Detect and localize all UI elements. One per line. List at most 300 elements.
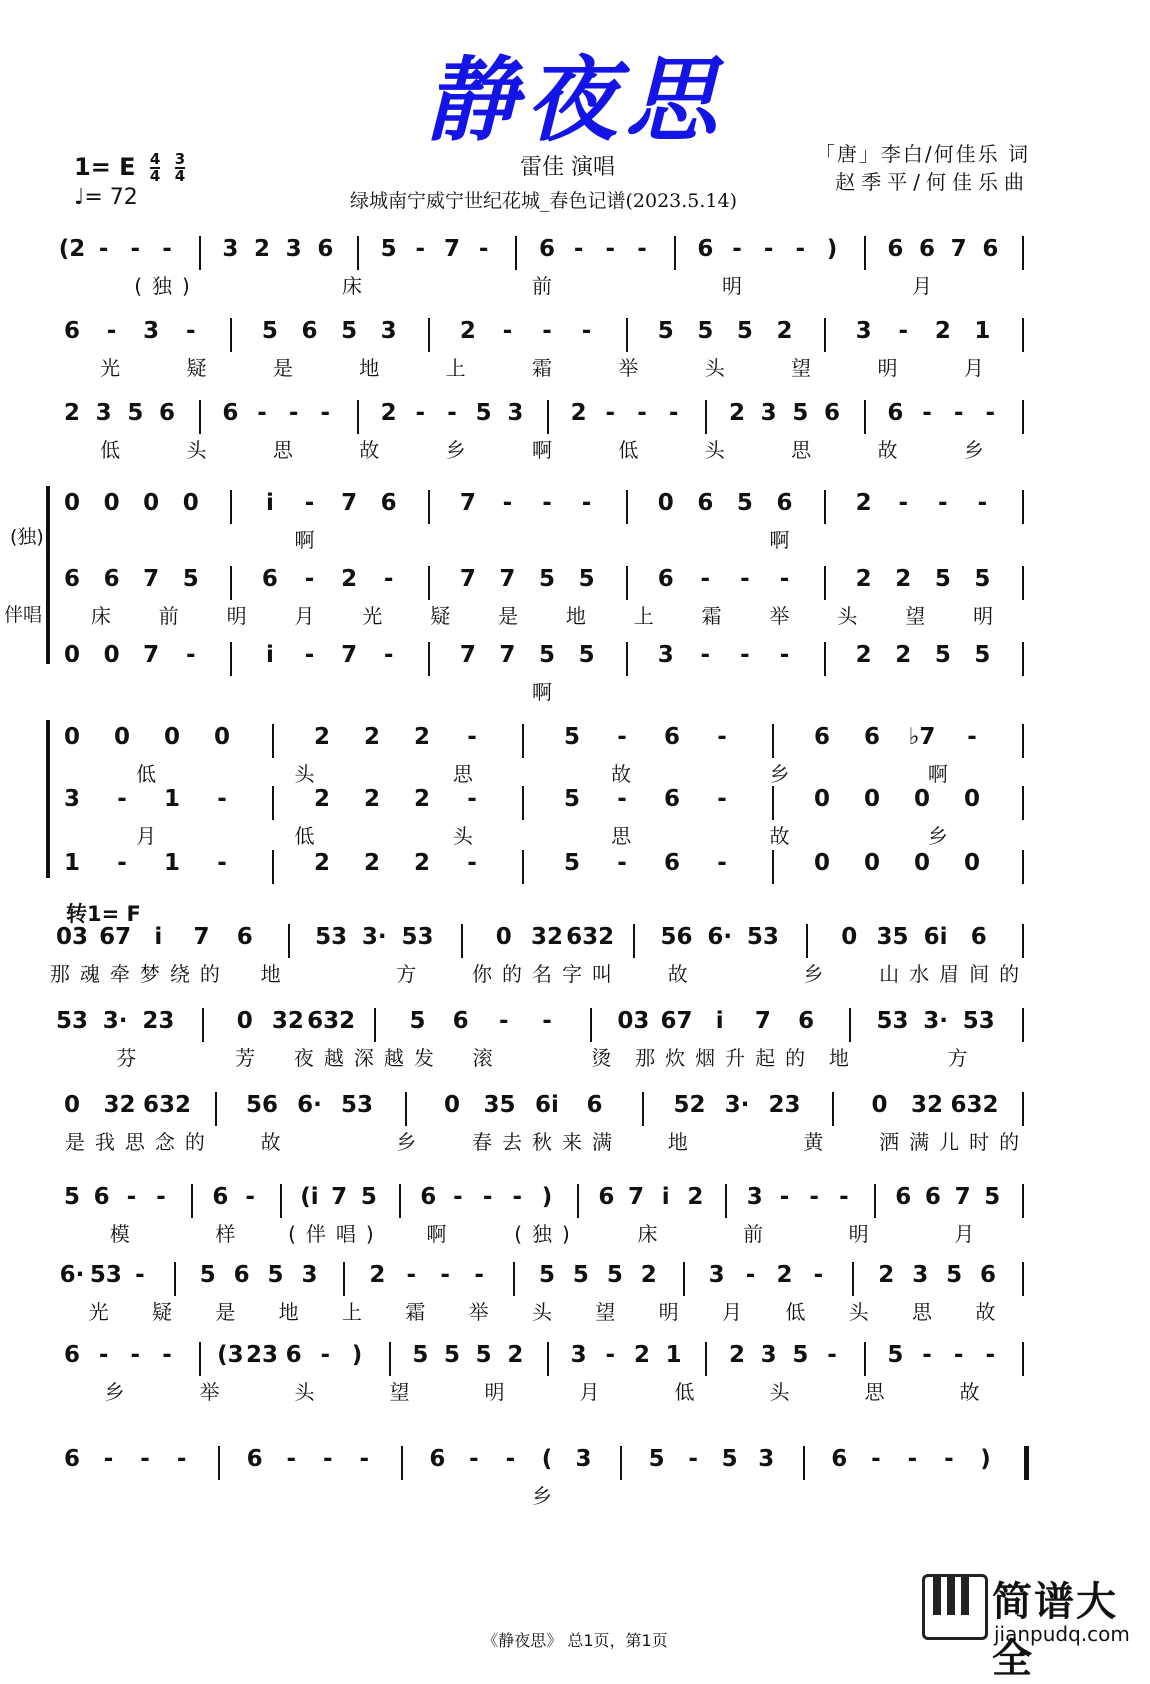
note: - (740, 642, 750, 668)
note: 7 (143, 642, 160, 668)
barline (199, 1342, 201, 1376)
note: 2 (253, 236, 271, 262)
note: 3 (285, 236, 302, 262)
note: 6 (236, 924, 253, 950)
note: - (304, 490, 315, 516)
note: 3 (380, 318, 397, 344)
barline (620, 1446, 622, 1480)
note: ♭7 (908, 724, 936, 750)
note: ) (541, 1184, 553, 1210)
lyric-word: 是我思念的 (64, 1130, 215, 1154)
barline (547, 400, 549, 434)
lyric-word: 春去秋来满 (472, 1130, 622, 1154)
note: - (717, 850, 727, 876)
system-brace-1 (46, 486, 50, 664)
barline (874, 1184, 876, 1218)
note: 1 (665, 1342, 682, 1368)
note: 0 (963, 850, 981, 876)
note: 3 (63, 786, 81, 812)
lyrics-row (0, 1376, 1150, 1404)
lyric-word: 乡 (445, 438, 476, 462)
barline (288, 924, 290, 958)
note: 6i (923, 924, 948, 950)
lyric-word: 乡 (769, 762, 800, 786)
note: - (383, 566, 394, 592)
notes-row (0, 1184, 1150, 1218)
note: - (415, 400, 426, 426)
lyric-word: 举 (618, 356, 649, 380)
note: - (740, 566, 750, 592)
note: 6 (246, 1446, 263, 1472)
barline (824, 566, 826, 600)
note: 5 (792, 1342, 809, 1368)
note: 5 (697, 318, 714, 344)
note: 0 (63, 642, 81, 668)
notes-row (0, 786, 1150, 820)
barline (428, 490, 430, 524)
note: 32 (910, 1092, 944, 1118)
lyric-word: 乡 (396, 1130, 427, 1154)
composer-credit: 赵季平/何佳乐曲 (835, 170, 1030, 194)
lyric-word: 前 (743, 1222, 774, 1246)
barline (626, 566, 628, 600)
lyric-word: 霜 (701, 604, 732, 628)
note: 6· (297, 1092, 322, 1118)
barline (1022, 1342, 1024, 1376)
notes-row (0, 1092, 1150, 1126)
lyric-word: 黄 (803, 1130, 834, 1154)
lyric-word: 举 (468, 1300, 499, 1324)
note: 6· (707, 924, 733, 950)
notes-row (0, 1262, 1150, 1296)
lyric-word: 思 (912, 1300, 942, 1324)
note: (2 (58, 236, 86, 262)
lyric-word: 啊 (426, 1222, 457, 1246)
note: 5 (721, 1446, 738, 1472)
note: 0 (63, 1092, 81, 1118)
note: - (827, 1342, 837, 1368)
lyric-word: 上 (445, 356, 476, 380)
barline (852, 1262, 854, 1296)
note: 7 (459, 490, 476, 516)
lyric-word: 模 (109, 1222, 140, 1246)
note: - (542, 318, 552, 344)
barline (202, 1008, 204, 1042)
barline (849, 1008, 851, 1042)
note: 0 (871, 1092, 888, 1118)
note: 3 (746, 1184, 763, 1210)
note: 2 (855, 490, 872, 516)
lyric-word: 思 (272, 438, 303, 462)
notator-credit: 绿城南宁威宁世纪花城_春色记谱(2023.5.14) (350, 190, 738, 212)
note: 6 (663, 724, 681, 750)
note: 6 (285, 1342, 302, 1368)
barline (626, 490, 628, 524)
barline (280, 1184, 282, 1218)
lyric-word: 乡 (104, 1380, 135, 1404)
note: - (217, 850, 227, 876)
lyric-word: 故 (260, 1130, 291, 1154)
note: 5 (578, 642, 595, 668)
note: - (320, 1342, 331, 1368)
lyric-word: 那魂牵梦绕的 (49, 962, 230, 986)
note: 5 (341, 318, 358, 344)
lyricist-credit: 「唐」李白/何佳乐 词 (814, 142, 1030, 166)
note: 6 (261, 566, 278, 592)
note: - (162, 236, 172, 262)
note: 2 (363, 850, 381, 876)
note: 6 (452, 1008, 469, 1034)
note: 6 (798, 1008, 815, 1034)
meter-3-4: $\frac{3}{4}$ (174, 150, 186, 185)
note: - (953, 1342, 964, 1368)
notes-row (0, 566, 1150, 600)
note: 6 (63, 566, 81, 592)
note: 7 (459, 642, 476, 668)
barline (1022, 724, 1024, 758)
note: 53 (962, 1008, 995, 1034)
lyrics-row (0, 524, 1150, 552)
note: - (117, 786, 127, 812)
note: 5 (63, 1184, 81, 1210)
note: 3· (724, 1092, 750, 1118)
lyric-word: 地 (565, 604, 596, 628)
note: 7 (754, 1008, 771, 1034)
site-logo (922, 1568, 1142, 1682)
note: 2 (855, 642, 872, 668)
lyric-word: 故 (877, 438, 908, 462)
note: 23 (142, 1008, 175, 1034)
note: 6 (970, 924, 987, 950)
lyric-word: 头 (769, 1380, 800, 1404)
note: - (453, 1184, 463, 1210)
lyric-word: 思 (452, 762, 483, 786)
note: 632 (566, 924, 615, 950)
barline (864, 400, 866, 434)
lyric-word: 低 (100, 438, 131, 462)
lyric-word: 方 (947, 1046, 978, 1070)
lyric-word: 方 (396, 962, 427, 986)
logo-url: jianpudq.com (994, 1622, 1130, 1646)
note: 7 (628, 1184, 645, 1210)
note: 67 (99, 924, 132, 950)
note: - (700, 642, 711, 668)
note: 03 (617, 1008, 650, 1034)
note: 67 (660, 1008, 693, 1034)
lyric-word: 头 (294, 1380, 325, 1404)
barline (590, 1008, 592, 1042)
note: 6 (895, 1184, 912, 1210)
barline (705, 1342, 707, 1376)
lyric-word: 夜越深越发 (293, 1046, 444, 1070)
note: 6 (918, 236, 936, 262)
note: 2 (413, 786, 431, 812)
lyric-word: (独) (134, 274, 200, 298)
note: 0 (863, 850, 881, 876)
note: - (779, 566, 790, 592)
lyric-word: 那炊烟升起的 (635, 1046, 816, 1070)
notes-row (0, 1008, 1150, 1042)
note: - (117, 850, 127, 876)
note: 53 (55, 1008, 89, 1034)
barline (174, 1262, 176, 1296)
barline (803, 1446, 805, 1480)
note: 35 (483, 1092, 516, 1118)
note: 3 (143, 318, 160, 344)
note: 6 (586, 1092, 603, 1118)
note: 32 (103, 1092, 136, 1118)
note: 2 (895, 566, 912, 592)
barline (230, 490, 232, 524)
lyric-word: 芬 (116, 1046, 147, 1070)
note: 3 (760, 1342, 777, 1368)
note: 3· (102, 1008, 128, 1034)
note: 3· (923, 1008, 948, 1034)
note: - (573, 236, 584, 262)
lyric-word: 洒满儿时的 (879, 1130, 1030, 1154)
note: - (288, 400, 299, 426)
note: 0 (913, 786, 931, 812)
lyric-word: 地 (278, 1300, 309, 1324)
note: - (922, 1342, 932, 1368)
barline (230, 566, 232, 600)
note: 632 (950, 1092, 999, 1118)
note: 5 (267, 1262, 284, 1288)
note: 6 (429, 1446, 446, 1472)
lyric-word: 霜 (532, 356, 562, 380)
lyric-word: 地 (667, 1130, 698, 1154)
lyric-word: (伴唱) (288, 1222, 384, 1246)
note: ( (541, 1446, 553, 1472)
lyric-word: 你的名字叫 (472, 962, 622, 986)
lyric-word: 疑 (152, 1300, 182, 1324)
lyric-word: 地 (359, 356, 390, 380)
note: 0 (863, 786, 881, 812)
note: - (304, 642, 315, 668)
note: - (605, 1342, 616, 1368)
note: 3 (758, 1446, 775, 1472)
note: - (505, 1446, 516, 1472)
note: 5 (946, 1262, 963, 1288)
note: 7 (954, 1184, 971, 1210)
note: 3 (708, 1262, 725, 1288)
note: 2 (459, 318, 476, 344)
note: 6 (831, 1446, 848, 1472)
note: - (944, 1446, 954, 1472)
barline (230, 318, 232, 352)
note: 53 (876, 1008, 909, 1034)
note: 1 (163, 786, 181, 812)
note: - (967, 724, 977, 750)
note: 6 (317, 236, 334, 262)
note: - (469, 1446, 479, 1472)
note: 6 (813, 724, 831, 750)
barline (374, 1008, 376, 1042)
note: 0 (103, 490, 120, 516)
note: 1 (163, 850, 181, 876)
barline (1022, 400, 1024, 434)
note: 0 (63, 490, 81, 516)
note: 5 (182, 566, 199, 592)
note: 3 (760, 400, 777, 426)
note: - (581, 490, 592, 516)
lyric-word: 乡 (803, 962, 834, 986)
note: 35 (876, 924, 909, 950)
lyric-word: 低 (785, 1300, 816, 1324)
note: 2 (934, 318, 951, 344)
barline (1022, 850, 1024, 884)
barline (642, 1092, 644, 1126)
note: 0 (443, 1092, 461, 1118)
barline (705, 400, 707, 434)
note: 6 (63, 1446, 81, 1472)
note: 0 (813, 850, 831, 876)
lyric-word: 头 (837, 604, 868, 628)
note: 0 (163, 724, 181, 750)
lyrics-row (0, 1126, 1150, 1154)
note: - (542, 1008, 552, 1034)
barline (272, 850, 274, 884)
tempo-mark: ♩= 72 (74, 185, 138, 210)
lyric-word: 故 (611, 762, 642, 786)
barline (343, 1262, 345, 1296)
note: 3 (507, 400, 524, 426)
note: i (154, 924, 163, 950)
lyric-word: 头 (848, 1300, 879, 1324)
barline (461, 924, 463, 958)
barline (428, 318, 430, 352)
lyrics-row (0, 434, 1150, 462)
barline (547, 1342, 549, 1376)
lyrics-row (0, 958, 1150, 986)
lyric-word: 低 (294, 824, 325, 848)
barline (1022, 924, 1024, 958)
chorus-label: 伴唱 (4, 604, 43, 626)
note: 3 (912, 1262, 929, 1288)
note: 5 (572, 1262, 589, 1288)
note: i (715, 1008, 724, 1034)
notes-row (0, 642, 1150, 676)
barline (683, 1262, 685, 1296)
note: 2 (507, 1342, 524, 1368)
note: - (322, 1446, 333, 1472)
notes-row (0, 236, 1150, 270)
note: 5 (934, 566, 951, 592)
lyric-word: 故 (667, 962, 698, 986)
note: 2 (776, 1262, 793, 1288)
note: 0 (813, 786, 831, 812)
barline (428, 566, 430, 600)
note: - (985, 1342, 996, 1368)
barline (522, 724, 524, 758)
note: - (140, 1446, 150, 1472)
lyric-word: 啊 (294, 528, 325, 552)
note: 7 (143, 566, 160, 592)
note: - (304, 566, 315, 592)
barline (577, 1184, 579, 1218)
note: 0 (841, 924, 858, 950)
note: 5 (578, 566, 595, 592)
barline (1022, 490, 1024, 524)
note: - (871, 1446, 881, 1472)
lyric-word: 芳 (235, 1046, 266, 1070)
lyric-word: 月 (136, 824, 167, 848)
note: - (217, 786, 227, 812)
note: - (809, 1184, 819, 1210)
barline (864, 1342, 866, 1376)
lyrics-row (0, 1042, 1150, 1070)
barline (428, 642, 430, 676)
lyric-word: 前 (532, 274, 562, 298)
barline (357, 236, 359, 270)
note: - (985, 400, 996, 426)
note: 3· (361, 924, 387, 950)
note: 5 (974, 642, 991, 668)
note: ) (826, 236, 838, 262)
lyric-word: 思 (791, 438, 822, 462)
barline (864, 236, 866, 270)
note: 23 (245, 1342, 279, 1368)
note: 0 (143, 490, 160, 516)
note: - (605, 400, 616, 426)
lyrics-row (0, 352, 1150, 380)
lyric-word: 乡 (532, 1484, 562, 1508)
lyric-word: 是 (498, 604, 529, 628)
page-footer: 《静夜思》 总1页，第1页 (482, 1631, 668, 1650)
note: 6 (663, 850, 681, 876)
note: - (617, 724, 627, 750)
note: 5 (606, 1262, 623, 1288)
note: - (103, 1446, 114, 1472)
lyric-word: 明 (973, 604, 1004, 628)
note: - (130, 236, 141, 262)
note: i (265, 642, 274, 668)
barline (1022, 786, 1024, 820)
lyric-word: 上 (342, 1300, 372, 1324)
note: 5 (563, 850, 581, 876)
note: 5 (648, 1446, 665, 1472)
barline (1022, 1092, 1024, 1126)
lyric-word: 光 (362, 604, 393, 628)
note: - (257, 400, 267, 426)
note: 5 (563, 724, 581, 750)
note: 3 (222, 236, 239, 262)
note: 6 (697, 236, 714, 262)
barline (399, 1184, 401, 1218)
lyric-word: 是 (272, 356, 303, 380)
barline (401, 1446, 403, 1480)
note: 3 (855, 318, 872, 344)
note: - (447, 400, 457, 426)
lyric-word: 床 (637, 1222, 668, 1246)
note: 6 (924, 1184, 941, 1210)
lyric-word: 低 (674, 1380, 705, 1404)
note: (3 (217, 1342, 244, 1368)
note: 03 (55, 924, 89, 950)
barline (199, 236, 201, 270)
note: - (185, 318, 196, 344)
barline (215, 1092, 217, 1126)
note: 2 (640, 1262, 657, 1288)
note: 6 (887, 400, 904, 426)
note: - (502, 318, 513, 344)
lyrics-row (0, 1480, 1150, 1508)
note: 53 (746, 924, 779, 950)
note: 2 (776, 318, 793, 344)
lyric-word: 乡 (927, 824, 958, 848)
note: 3 (301, 1262, 318, 1288)
barline (522, 850, 524, 884)
